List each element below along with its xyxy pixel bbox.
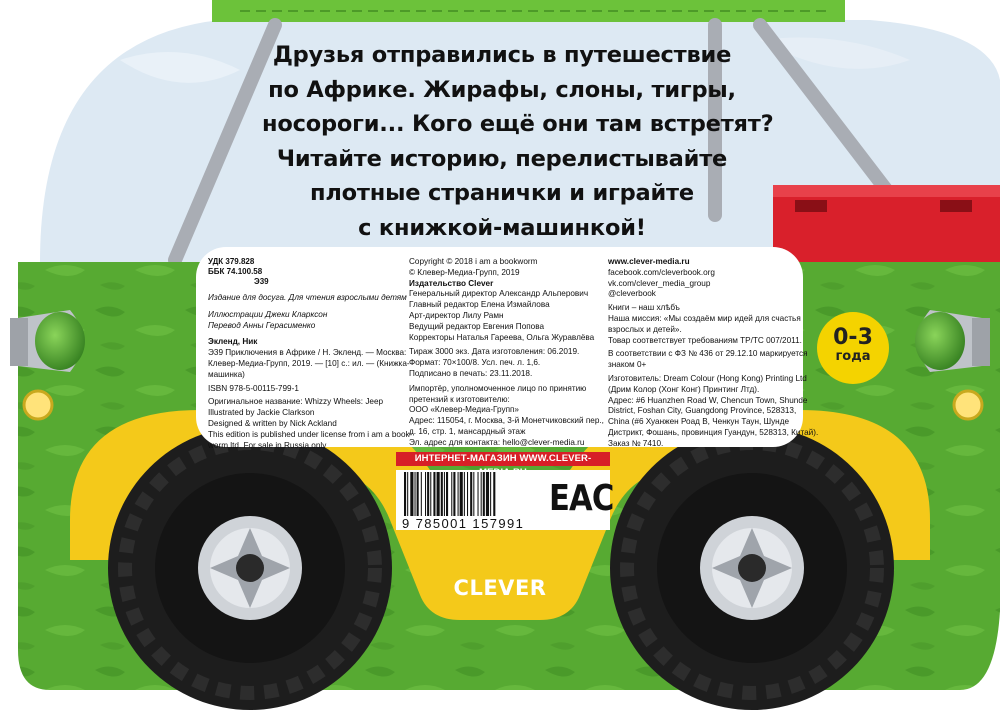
manufacturer: Изготовитель: Dream Colour (Hong Kong) Printing Ltd	[608, 373, 807, 383]
left-wheel	[108, 426, 392, 710]
facebook: facebook.com/cleverbook.org	[608, 267, 715, 277]
left-headlamp	[10, 310, 85, 372]
headline	[262, 38, 774, 246]
slogan: Книги – наш хлѣбъ	[608, 303, 680, 313]
instagram: @cleverbook	[608, 289, 656, 299]
original-title: Оригинальное название: Whizzy Wheels: Jeep	[208, 397, 384, 407]
license-line: This edition is published under license from i am a book-	[208, 429, 413, 439]
address: д. 16, стр. 1, мансардный этаж	[409, 426, 526, 436]
designed-by: Designed & written by Nick Ackland	[208, 418, 337, 428]
importer: ООО «Клевер-Медиа-Групп»	[409, 405, 519, 415]
barcode-bar	[470, 472, 472, 516]
art-director: Арт-директор Лилу Рамн	[409, 310, 504, 320]
imprint-panel	[196, 247, 819, 450]
headline-line: плотные странички и играйте	[310, 180, 694, 207]
manufacturer: District, Foshan City, Guangdong Province, 528313,	[608, 406, 797, 416]
right-indicator-light	[954, 391, 982, 419]
chief-editor: Главный редактор Елена Измайлова	[409, 300, 550, 310]
importer: претензий к изготовителю:	[409, 394, 510, 404]
mission: Наша миссия: «Мы создаём мир идей для счастья	[608, 313, 801, 323]
law-mark: знаком 0+	[608, 360, 647, 370]
age-label: года	[835, 349, 871, 364]
barcode-bar	[493, 472, 495, 516]
headline-line: носороги... Кого ещё они там встретят?	[262, 111, 774, 138]
barcode-bar	[464, 472, 465, 516]
barcode-bar	[415, 472, 416, 516]
barcode-bar	[410, 472, 413, 516]
manufacturer: (Дрим Колор (Хонг Конг) Принтинг Лтд).	[608, 384, 760, 394]
tr-compliance: Товар соответствует требованиям ТР/ТС 007/2011.	[608, 335, 802, 345]
barcode-bar	[441, 472, 443, 516]
brand-logo: CLEVER	[453, 576, 547, 600]
address: Адрес: 115054, г. Москва, 3-й Монетчиковский пер.,	[409, 416, 604, 426]
bib-line: Э39 Приключения в Африке / Н. Экленд. — Москва:	[208, 348, 407, 358]
barcode-bar	[478, 472, 479, 516]
barcode-bar	[453, 472, 455, 516]
udk: УДК 379.828	[208, 257, 255, 266]
headline-line: с книжкой-машинкой!	[358, 214, 646, 241]
barcode-bar	[421, 472, 422, 516]
illustrated-by: Illustrated by Jackie Clarkson	[208, 408, 315, 418]
red-toolbox	[773, 185, 1000, 265]
code: Э39	[254, 277, 269, 286]
age-badge	[817, 312, 889, 384]
barcode-bar	[473, 472, 474, 516]
lead-editor: Ведущий редактор Евгения Попова	[409, 321, 545, 331]
barcode-bar	[417, 472, 419, 516]
proofreaders: Корректоры Наталья Гареева, Ольга Журавлёва	[409, 332, 595, 342]
bib-line: машинка)	[208, 369, 245, 379]
barcode-bar	[446, 472, 448, 516]
headline-line: по Африке. Жирафы, слоны, тигры,	[268, 76, 736, 103]
headline-line: Читайте историю, перелистывайте	[276, 145, 728, 172]
edition-type: Издание для досуга. Для чтения взрослыми детям	[208, 293, 407, 302]
manufacturer: China (#6 Хуанжен Роад В, Ченкун Таун, Шунде	[608, 417, 790, 427]
publisher: Издательство Clever	[409, 278, 494, 288]
bbk: ББК 74.100.58	[208, 267, 263, 276]
ceo: Генеральный директор Александр Альперович	[409, 289, 589, 299]
shop-label: ИНТЕРНЕТ-МАГАЗИН WWW.CLEVER-	[396, 452, 610, 466]
barcode-bar	[433, 472, 435, 516]
signed-date: Подписано в печать: 23.11.2018.	[409, 368, 533, 378]
age-number: 0-3	[833, 325, 873, 350]
barcode	[400, 472, 550, 518]
copyright: Copyright © 2018 i am a bookworm	[409, 257, 538, 266]
bib-line: Клевер-Медиа-Групп, 2019. — [10] с.: ил. — (Книжка-	[208, 358, 410, 368]
license-line: worm ltd. For sale in Russia only	[208, 440, 327, 450]
isbn: ISBN 978-5-00115-799-1	[208, 383, 299, 393]
barcode-bar	[430, 472, 431, 516]
website: www.clever-media.ru	[608, 257, 690, 266]
right-wheel	[610, 426, 894, 710]
barcode-bar	[444, 472, 445, 516]
imprint-column-publisher	[409, 257, 604, 449]
print-run: Тираж 3000 экз. Дата изготовления: 06.2019.	[409, 347, 580, 357]
law-mark: В соответствии с ФЗ № 436 от 29.12.10 маркируется	[608, 349, 808, 359]
copyright: © Клевер-Медиа-Групп, 2019	[409, 267, 520, 277]
mission: взрослых и детей».	[608, 324, 682, 334]
author: Экленд, Ник	[208, 337, 258, 347]
barcode-bar	[486, 472, 489, 516]
barcode-bar	[404, 472, 406, 516]
manufacturer: Дистрикт, Фошань, провинция Гуандун, 528313, Китай).	[608, 427, 819, 437]
manufacturer: Адрес: #6 Huanzhen Road W, Chencun Town, Shunde	[608, 395, 808, 405]
right-headlamp	[915, 310, 990, 372]
barcode-bar	[481, 472, 482, 516]
barcode-bar	[451, 472, 452, 516]
translation: Перевод Анны Герасименко	[208, 320, 316, 330]
barcode-bar	[437, 472, 440, 516]
vk: vk.com/clever_media_group	[608, 278, 711, 288]
barcode-bar	[427, 472, 429, 516]
illustrations: Иллюстрации Джеки Кларксон	[208, 309, 328, 319]
left-indicator-light	[24, 391, 52, 419]
barcode-bar	[407, 472, 408, 516]
barcode-bar	[425, 472, 426, 516]
barcode-area	[396, 470, 614, 531]
barcode-bar	[467, 472, 468, 516]
barcode-number: 9 785001 157991	[402, 516, 525, 531]
barcode-bar	[460, 472, 463, 516]
importer: Импортёр, уполномоченное лицо по принятию	[409, 383, 587, 393]
imprint-column-contacts	[608, 257, 818, 450]
barcode-bar	[483, 472, 485, 516]
barcode-bar	[490, 472, 491, 516]
imprint-column-bibliographic	[208, 257, 412, 451]
contact-email: Эл. адрес для контакта: hello@clever-media.ru	[409, 437, 585, 447]
order-number: Заказ № 7410.	[608, 438, 664, 448]
headline-line: Друзья отправились в путешествие	[272, 42, 732, 68]
eac-mark: EAC	[549, 478, 614, 519]
barcode-bar	[458, 472, 459, 516]
format: Формат: 70×100/8. Усл. печ. л. 1,6.	[409, 358, 541, 368]
